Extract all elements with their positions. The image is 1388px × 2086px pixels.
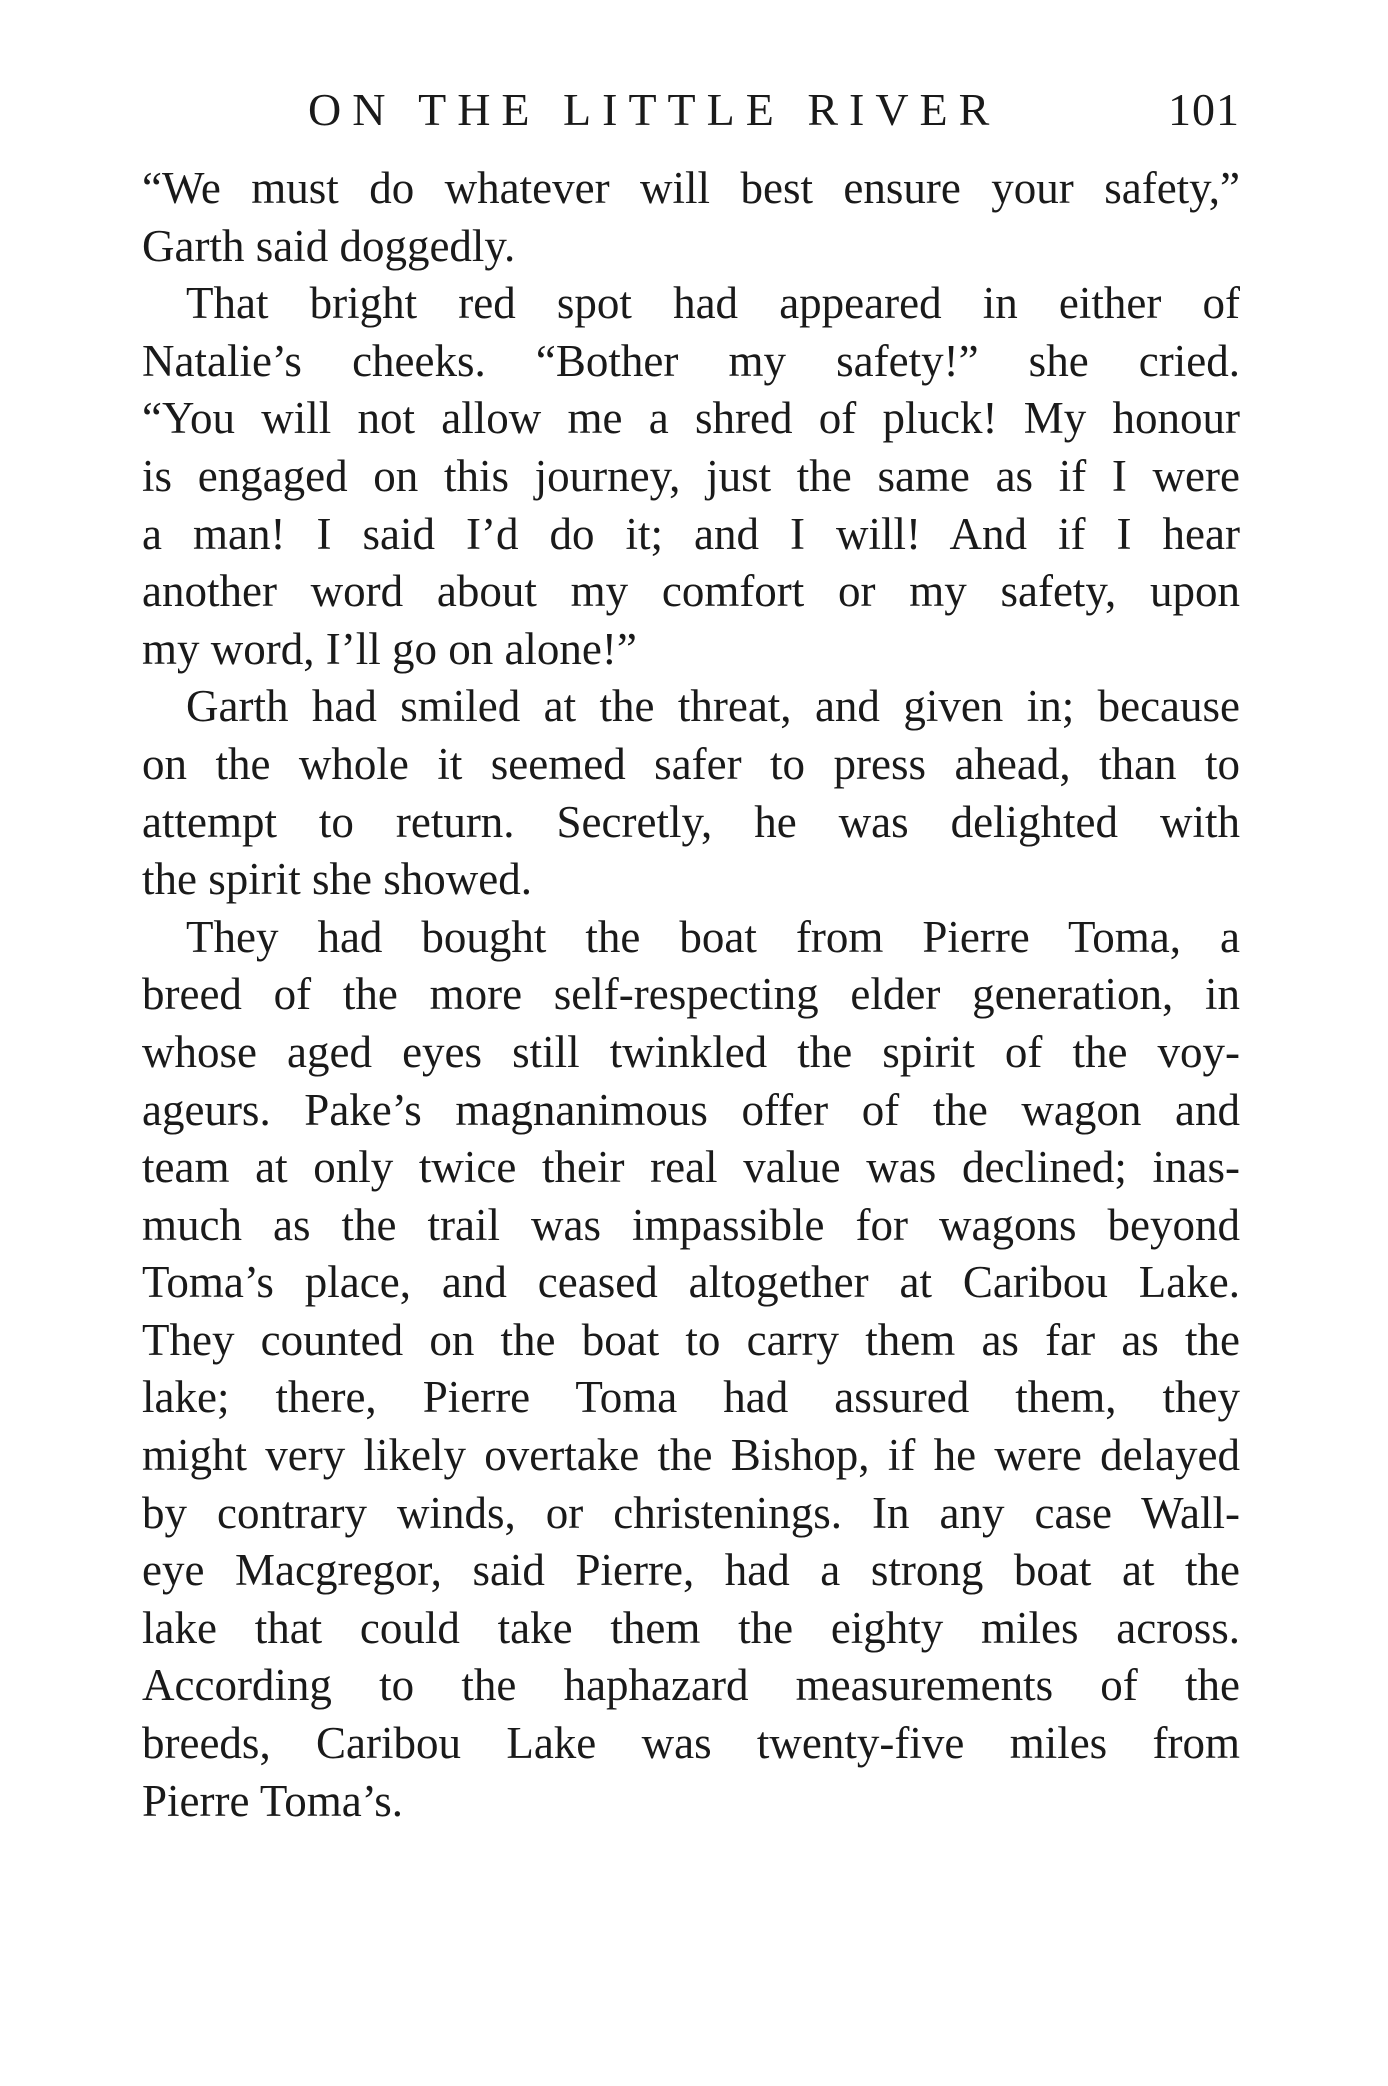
text-line: my word, I’ll go on alone!”: [142, 623, 637, 674]
body-text: [142, 160, 1240, 1830]
text-line: lake that could take them the eighty miles across.: [142, 1602, 1240, 1653]
text-line: They counted on the boat to carry them as far as the: [142, 1314, 1240, 1365]
text-line: According to the haphazard measurements of the: [142, 1660, 1240, 1711]
text-line: another word about my comfort or my safety, upon: [142, 566, 1240, 617]
text-line: Toma’s place, and ceased altogether at Caribou Lake.: [142, 1257, 1240, 1308]
text-line: “You will not allow me a shred of pluck! My honour: [142, 393, 1240, 444]
text-line: team at only twice their real value was declined; inas-: [142, 1142, 1240, 1193]
page-number: 101: [1168, 84, 1240, 135]
text-line: might very likely overtake the Bishop, if he were delayed: [142, 1430, 1240, 1481]
text-line: ageurs. Pake’s magnanimous offer of the wagon and: [142, 1084, 1240, 1135]
text-line: That bright red spot had appeared in either of: [186, 278, 1240, 329]
text-line: much as the trail was impassible for wagons beyond: [142, 1199, 1240, 1250]
text-line: “We must do whatever will best ensure your safety,”: [142, 163, 1240, 213]
running-head: [140, 80, 1240, 140]
text-line: They had bought the boat from Pierre Toma, a: [186, 911, 1240, 962]
text-line: on the whole it seemed safer to press ahead, than to: [142, 738, 1240, 789]
text-line: by contrary winds, or christenings. In any case Wall-: [142, 1487, 1240, 1538]
text-line: eye Macgregor, said Pierre, had a strong boat at the: [142, 1545, 1240, 1596]
text-line: breed of the more self-respecting elder generation, in: [142, 969, 1240, 1020]
text-line: is engaged on this journey, just the same as if I were: [142, 450, 1240, 501]
text-line: lake; there, Pierre Toma had assured them, they: [142, 1372, 1240, 1423]
text-line: the spirit she showed.: [142, 854, 532, 905]
text-line: whose aged eyes still twinkled the spirit of the voy-: [142, 1026, 1240, 1077]
text-line: attempt to return. Secretly, he was delighted with: [142, 796, 1240, 847]
text-line: Natalie’s cheeks. “Bother my safety!” she cried.: [142, 335, 1240, 386]
text-line: Garth said doggedly.: [142, 220, 516, 271]
text-line: breeds, Caribou Lake was twenty-five miles from: [142, 1718, 1240, 1769]
running-title: ON THE LITTLE RIVER: [308, 84, 1001, 135]
text-line: Pierre Toma’s.: [142, 1775, 403, 1826]
text-line: Garth had smiled at the threat, and given in; because: [186, 681, 1240, 732]
text-line: a man! I said I’d do it; and I will! And if I hear: [142, 508, 1240, 559]
